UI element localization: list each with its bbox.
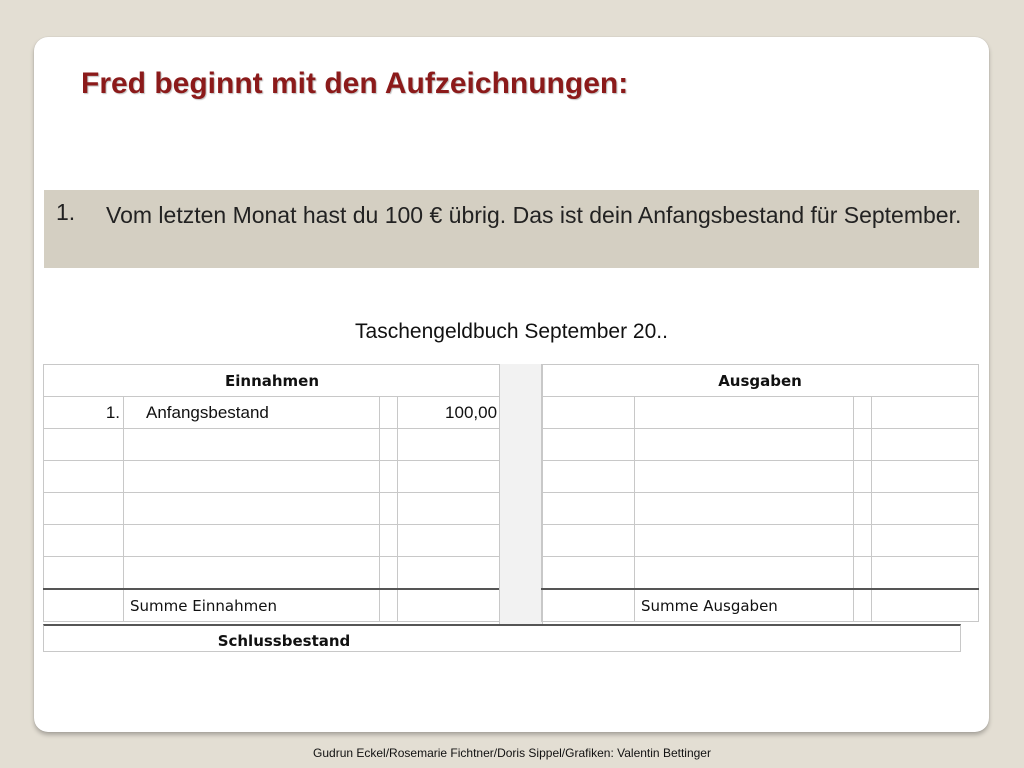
income-sum-label: Summe Einnahmen — [124, 589, 380, 622]
table-row — [44, 397, 501, 429]
income-row-label: Anfangsbestand — [124, 397, 380, 429]
table-row — [44, 429, 501, 461]
table-row — [542, 493, 979, 525]
closing-balance-row — [43, 624, 961, 652]
income-table — [43, 364, 501, 622]
task-text: Vom letzten Monat hast du 100 € übrig. Das ist dein Anfangsbestand für September. — [106, 202, 962, 228]
table-row — [542, 397, 979, 429]
table-row — [44, 461, 501, 493]
closing-balance-label: Schlussbestand — [217, 632, 351, 650]
table-row — [44, 493, 501, 525]
expense-table — [541, 364, 979, 622]
task-box — [44, 190, 979, 268]
income-header: Einnahmen — [44, 365, 501, 397]
slide — [34, 37, 989, 732]
table-divider — [499, 364, 543, 624]
footer-credits: Gudrun Eckel/Rosemarie Fichtner/Doris Sippel/Grafiken: Valentin Bettinger — [313, 746, 711, 760]
task-number: 1. — [56, 199, 76, 225]
income-row-number: 1. — [44, 397, 124, 429]
table-row — [542, 461, 979, 493]
table-row — [542, 429, 979, 461]
table-row — [44, 557, 501, 590]
income-row-amount: 100,00 — [398, 397, 501, 429]
book-title: Taschengeldbuch September 20.. — [355, 320, 668, 343]
slide-title: Fred beginnt mit den Aufzeichnungen: — [81, 67, 629, 100]
table-row — [44, 525, 501, 557]
table-cell — [380, 397, 398, 429]
expense-header: Ausgaben — [542, 365, 979, 397]
expense-sum-label: Summe Ausgaben — [635, 589, 854, 622]
table-row — [542, 525, 979, 557]
expense-sum-row — [542, 589, 979, 622]
table-row — [542, 557, 979, 590]
income-sum-row — [44, 589, 501, 622]
